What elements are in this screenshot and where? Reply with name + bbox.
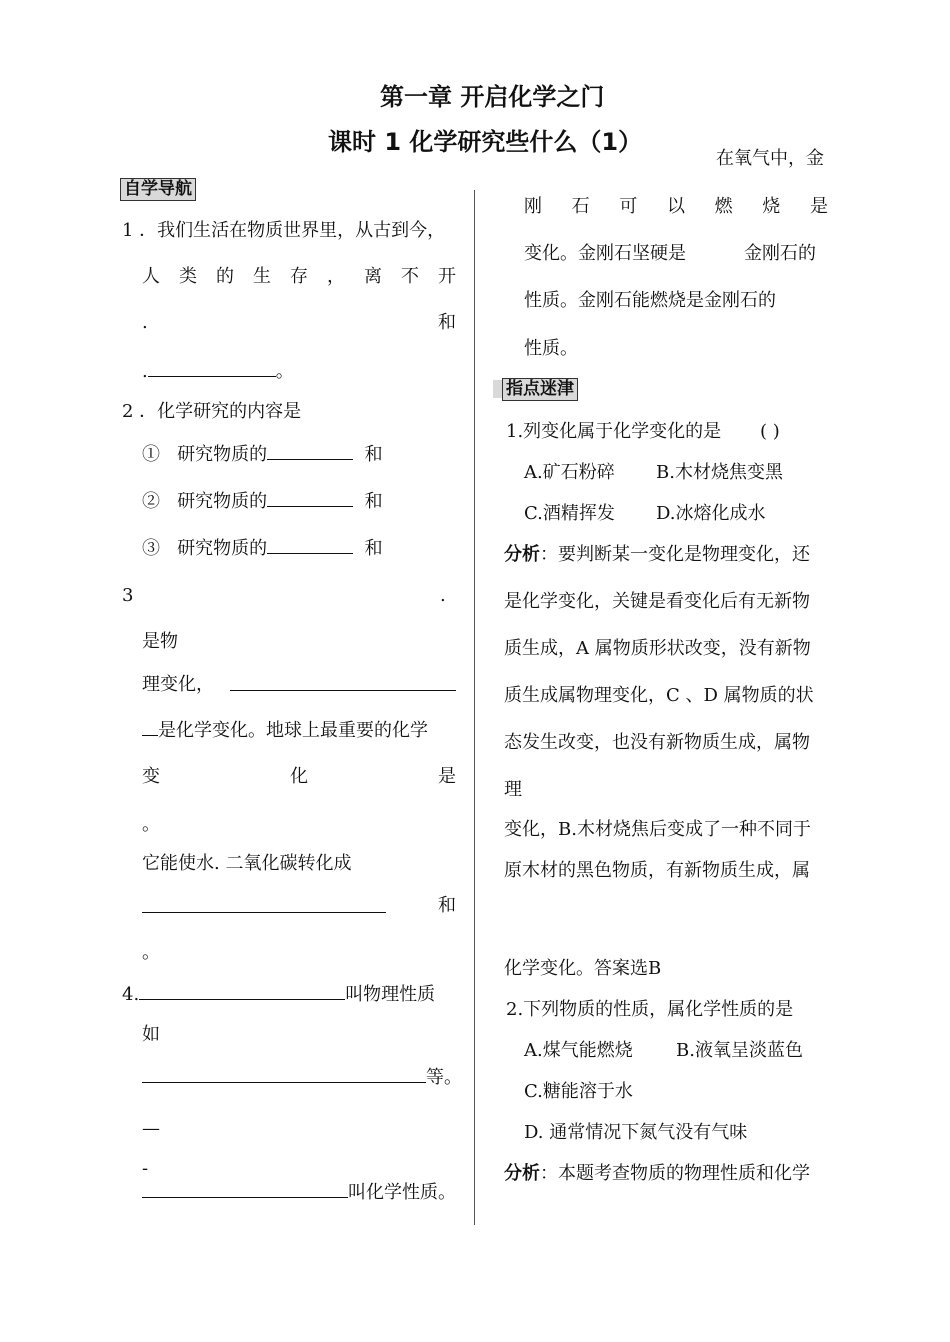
q4-line-e — [142, 1183, 456, 1202]
q4-dash-1: — — [142, 1118, 160, 1139]
ex1-analysis-line4: 质生成属物理变化，C 、D 属物质的状 — [504, 685, 814, 706]
q2-item-text: 研究物质的 — [177, 491, 268, 512]
q2-blank-1[interactable] — [267, 445, 353, 460]
diamond-line2b: 金刚石的 — [744, 243, 816, 264]
q3-blank-1[interactable] — [230, 690, 456, 691]
q2-item-tail: 和 — [364, 538, 383, 559]
q1-line3-dot: . — [142, 312, 148, 333]
tips-section-label: 指点迷津 — [502, 378, 578, 401]
ex1-answer-paren: ( ) — [760, 421, 780, 442]
ex1-analysis-line6: 理 — [504, 779, 522, 800]
q2-item-2 — [142, 492, 383, 511]
ex1-analysis-line8: 原木材的黑色物质，有新物质生成，属 — [504, 860, 810, 881]
ex2-option-b: B.液氧呈淡蓝色 — [676, 1040, 803, 1061]
ex2-analysis-label: 分析 — [504, 1163, 540, 1184]
q1-char: 离 — [364, 266, 382, 287]
diamond-char: 以 — [666, 196, 685, 217]
q2-blank-3[interactable] — [267, 539, 353, 554]
ex2-analysis — [504, 1165, 810, 1183]
diamond-line2a: 变化。金刚石坚硬是 — [524, 243, 686, 264]
q3-line-f: 它能使水. 二氧化碳转化成 — [142, 853, 352, 874]
q4-num: 4. — [122, 984, 140, 1005]
q1-line4 — [142, 362, 294, 381]
q3-num: 3 — [122, 585, 134, 606]
diamond-char: 烧 — [762, 196, 781, 217]
ex1-option-c: C.酒精挥发 — [524, 503, 615, 524]
ex1-analysis-line2: 是化学变化，关键是看变化后有无新物 — [504, 591, 810, 612]
q4-dash-2: - — [142, 1158, 149, 1179]
q3-line-a: 是物 — [142, 631, 178, 652]
q3-line-e: 。 — [142, 814, 160, 835]
q3-line-d — [142, 768, 456, 786]
lesson-title: 课时 1 化学研究些什么（1） — [328, 128, 643, 156]
q1-line1: 1 ．我们生活在物质世界里，从古到今， — [122, 220, 446, 241]
q1-char: ， — [327, 266, 345, 287]
q2-item-1 — [142, 445, 383, 464]
q1-line4-period: 。 — [275, 361, 294, 382]
q2-blank-2[interactable] — [267, 492, 353, 507]
ex1-option-a: A.矿石粉碎 — [524, 462, 615, 483]
diamond-line3: 性质。金刚石能燃烧是金刚石的 — [524, 290, 776, 311]
self-study-section-label: 自学导航 — [120, 178, 196, 201]
diamond-line1 — [524, 198, 828, 216]
q4-blank-2[interactable] — [142, 1068, 426, 1083]
q2-item-3 — [142, 539, 383, 558]
ex1-option-b: B.木材烧焦变黑 — [656, 462, 783, 483]
ex1-analysis-line9: 化学变化。答案选B — [504, 958, 662, 979]
ex1-analysis-line3: 质生成，A 属物质形状改变，没有新物 — [504, 638, 811, 659]
q2-item-text: 研究物质的 — [177, 444, 268, 465]
diamond-char: 石 — [571, 196, 590, 217]
q1-char: 类 — [179, 266, 197, 287]
ex1-analysis-line1 — [504, 546, 810, 564]
diamond-char: 燃 — [714, 196, 733, 217]
ex2-analysis-text: ：本题考查物质的物理性质和化学 — [540, 1163, 810, 1184]
q1-char: 开 — [438, 266, 456, 287]
q3-char: 变 — [142, 766, 160, 787]
ex1-analysis-text: ：要判断某一变化是物理变化，还 — [540, 544, 810, 565]
q2-item-num: ③ — [142, 538, 160, 559]
ex2-option-c: C.糖能溶于水 — [524, 1081, 633, 1102]
q1-blank[interactable] — [148, 362, 276, 377]
q4-tail-etc: 等。 — [426, 1067, 462, 1088]
column-divider — [474, 190, 475, 1225]
q4-blank-1[interactable] — [139, 985, 345, 1000]
q3-line-b-text: 理变化， — [142, 674, 214, 695]
q2-item-tail: 和 — [364, 444, 383, 465]
chapter-title: 第一章 开启化学之门 — [380, 83, 605, 111]
q4-blank-3[interactable] — [142, 1183, 348, 1198]
diamond-char: 可 — [619, 196, 638, 217]
q1-char: 的 — [216, 266, 234, 287]
q2-item-tail: 和 — [364, 491, 383, 512]
q3-char: 化 — [290, 766, 308, 787]
q3-blank-3[interactable] — [142, 912, 386, 913]
q1-char: 生 — [253, 266, 271, 287]
q1-char: 存 — [290, 266, 308, 287]
ex1-analysis-line7: 变化，B.木材烧焦后变成了一种不同于 — [504, 819, 811, 840]
right-top-fragment: 在氧气中，金 — [716, 148, 824, 169]
q3-line-h: 。 — [142, 942, 160, 963]
q3-line-c — [142, 721, 428, 740]
q4-tail-physical: 叫物理性质 — [345, 984, 436, 1005]
q4-line-c — [142, 1068, 462, 1087]
ex2-question: 2.下列物质的性质，属化学性质的是 — [506, 999, 794, 1020]
q1-char: 人 — [142, 266, 160, 287]
q3-char: 是 — [438, 766, 456, 787]
ex2-option-d: D. 通常情况下氮气没有气味 — [524, 1122, 748, 1143]
ex1-analysis-label: 分析 — [504, 544, 540, 565]
q2-item-num: ① — [142, 444, 160, 465]
diamond-char: 是 — [809, 196, 828, 217]
ex1-question: 1.列变化属于化学变化的是 — [506, 421, 722, 442]
q2-item-num: ② — [142, 491, 160, 512]
q3-dot: . — [440, 585, 446, 606]
q2-item-text: 研究物质的 — [177, 538, 268, 559]
q4-line-a — [122, 985, 435, 1004]
ex1-analysis-line5: 态发生改变，也没有新物质生成，属物 — [504, 732, 810, 753]
diamond-line4: 性质。 — [524, 338, 578, 359]
q3-line-b — [142, 676, 214, 694]
q3-blank-2[interactable] — [142, 721, 158, 736]
q1-line4-dot: . — [142, 361, 148, 382]
q1-line2 — [142, 268, 456, 286]
q3-line-g-and: 和 — [438, 895, 456, 916]
q4-tail-chemical: 叫化学性质。 — [348, 1182, 456, 1203]
q1-line3-and: 和 — [438, 312, 456, 333]
q3-line-c-text: 是化学变化。地球上最重要的化学 — [158, 720, 428, 741]
q1-char: 不 — [401, 266, 419, 287]
ex1-option-d: D.冰熔化成水 — [656, 503, 766, 524]
q4-line-b: 如 — [142, 1024, 160, 1045]
ex2-option-a: A.煤气能燃烧 — [524, 1040, 633, 1061]
diamond-char: 刚 — [524, 196, 542, 217]
q2-intro: 2 ．化学研究的内容是 — [122, 401, 302, 422]
